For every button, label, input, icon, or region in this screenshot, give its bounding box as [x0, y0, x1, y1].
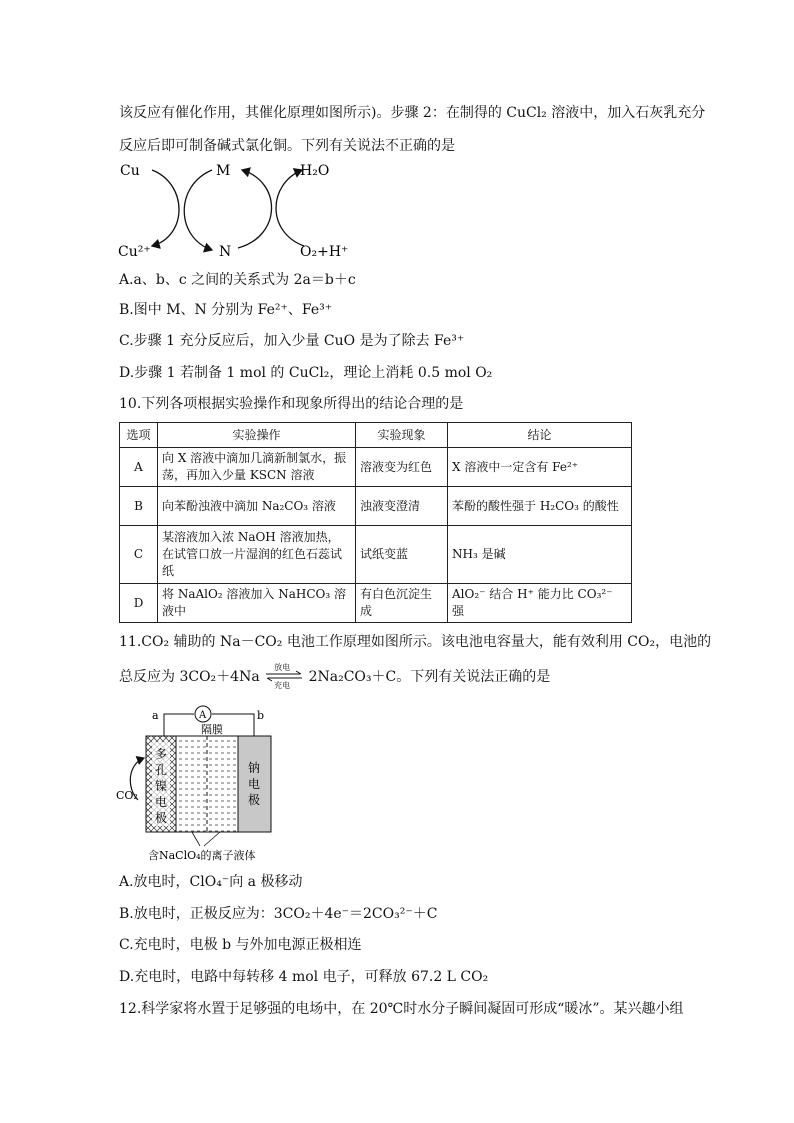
right-electrode-char: 极	[248, 793, 261, 807]
m-label: M	[216, 163, 231, 179]
cu2-label: Cu²⁺	[118, 244, 151, 260]
header-conclusion: 结论	[448, 423, 632, 448]
left-electrode-char: 电	[155, 795, 168, 809]
co2-label: CO₂	[116, 789, 138, 802]
arc-m-to-n	[184, 170, 212, 250]
header-phenomenon: 实验现象	[356, 423, 448, 448]
cell-phenomenon: 有白色沉淀生成	[356, 584, 448, 623]
left-electrode-char: 极	[155, 811, 168, 825]
q11-line-2-post: 2Na₂CO₃＋C。下列有关说法正确的是	[308, 669, 551, 685]
terminal-a-label: a	[152, 709, 159, 722]
cell-option: B	[120, 487, 158, 526]
header-operation: 实验操作	[158, 423, 356, 448]
q11-option-d: D.充电时，电路中每转移 4 mol 电子，可释放 67.2 L CO₂	[119, 969, 489, 985]
cell-phenomenon: 试纸变蓝	[356, 526, 448, 584]
cell-option: D	[120, 584, 158, 623]
cell-option: A	[120, 448, 158, 487]
table-header-row	[120, 423, 632, 448]
cell-phenomenon: 溶液变为红色	[356, 448, 448, 487]
cell-phenomenon: 浊液变澄清	[356, 487, 448, 526]
table-row	[120, 526, 632, 584]
q9-option-b: B.图中 M、N 分别为 Fe²⁺、Fe³⁺	[119, 302, 333, 318]
electrolyte-label: 含NaClO₄的离子液体	[148, 849, 256, 862]
q9-option-c: C.步骤 1 充分反应后，加入少量 CuO 是为了除去 Fe³⁺	[119, 333, 465, 349]
q11-option-a: A.放电时，ClO₄⁻向 a 极移动	[119, 874, 303, 890]
q11-line-2	[119, 663, 551, 690]
left-electrode-char: 孔	[155, 763, 168, 777]
battery-diagram	[112, 702, 302, 864]
q10-stem: 10.下列各项根据实验操作和现象所得出的结论合理的是	[119, 396, 464, 412]
cell-operation: 某溶液加入浓 NaOH 溶液加热，在试管口放一片湿润的红色石蕊试纸	[158, 526, 356, 584]
cell-operation: 向 X 溶液中滴加几滴新制氯水，振荡，再加入少量 KSCN 溶液	[158, 448, 356, 487]
ammeter-label: A	[199, 710, 207, 721]
n-label: N	[219, 244, 232, 260]
arc-n-to-m	[238, 170, 272, 248]
reversible-arrow	[264, 663, 304, 690]
cell-conclusion: AlO₂⁻ 结合 H⁺ 能力比 CO₃²⁻ 强	[448, 584, 632, 623]
left-electrode-char: 多	[155, 747, 168, 761]
q11-option-b: B.放电时，正极反应为：3CO₂＋4e⁻＝2CO₃²⁻＋C	[119, 906, 438, 922]
catalysis-diagram	[116, 158, 356, 264]
cell-conclusion: NH₃ 是碱	[448, 526, 632, 584]
cell-option: C	[120, 526, 158, 584]
membrane-label: 隔膜	[201, 723, 223, 736]
cell-operation: 向苯酚浊液中滴加 Na₂CO₃ 溶液	[158, 487, 356, 526]
q12-line-1: 12.科学家将水置于足够强的电场中，在 20℃时水分子瞬间凝固可形成“暖冰”。某兴趣小组	[119, 1001, 684, 1017]
table-row	[120, 448, 632, 487]
right-electrode-char: 电	[248, 777, 261, 791]
experiment-table	[119, 422, 632, 623]
cell-operation: 将 NaAlO₂ 溶液加入 NaHCO₃ 溶液中	[158, 584, 356, 623]
h2o-label: H₂O	[300, 163, 330, 179]
intro-line-2: 反应后即可制备碱式氯化铜。下列有关说法不正确的是	[119, 138, 455, 154]
table-row	[120, 584, 632, 623]
right-electrode-char: 钠	[248, 761, 261, 775]
q9-option-a: A.a、b、c 之间的关系式为 2a＝b＋c	[119, 272, 356, 288]
q11-line-2-pre: 总反应为 3CO₂＋4Na	[119, 669, 260, 685]
arc-o2-to-h2o	[276, 170, 304, 246]
arrow-charge-label: 充电	[274, 681, 291, 690]
q11-line-1: 11.CO₂ 辅助的 Na－CO₂ 电池工作原理如图所示。该电池电容量大，能有效利用 CO₂，电池的	[119, 634, 712, 650]
arrow-discharge-label: 放电	[274, 663, 291, 672]
cell-conclusion: 苯酚的酸性强于 H₂CO₃ 的酸性	[448, 487, 632, 526]
cu-label: Cu	[120, 163, 140, 179]
o2h-label: O₂+H⁺	[300, 244, 349, 260]
intro-line-1: 该反应有催化作用，其催化原理如图所示)。步骤 2：在制得的 CuCl₂ 溶液中，加入石灰乳充分	[119, 105, 706, 121]
q11-option-c: C.充电时，电极 b 与外加电源正极相连	[119, 937, 362, 953]
header-option: 选项	[120, 423, 158, 448]
cell-conclusion: X 溶液中一定含有 Fe²⁺	[448, 448, 632, 487]
arc-cu-to-cu2	[152, 170, 179, 246]
terminal-b-label: b	[257, 709, 265, 722]
left-electrode-char: 镍	[155, 779, 168, 793]
table-row	[120, 487, 632, 526]
q9-option-d: D.步骤 1 若制备 1 mol 的 CuCl₂，理论上消耗 0.5 mol O₂	[119, 365, 493, 381]
